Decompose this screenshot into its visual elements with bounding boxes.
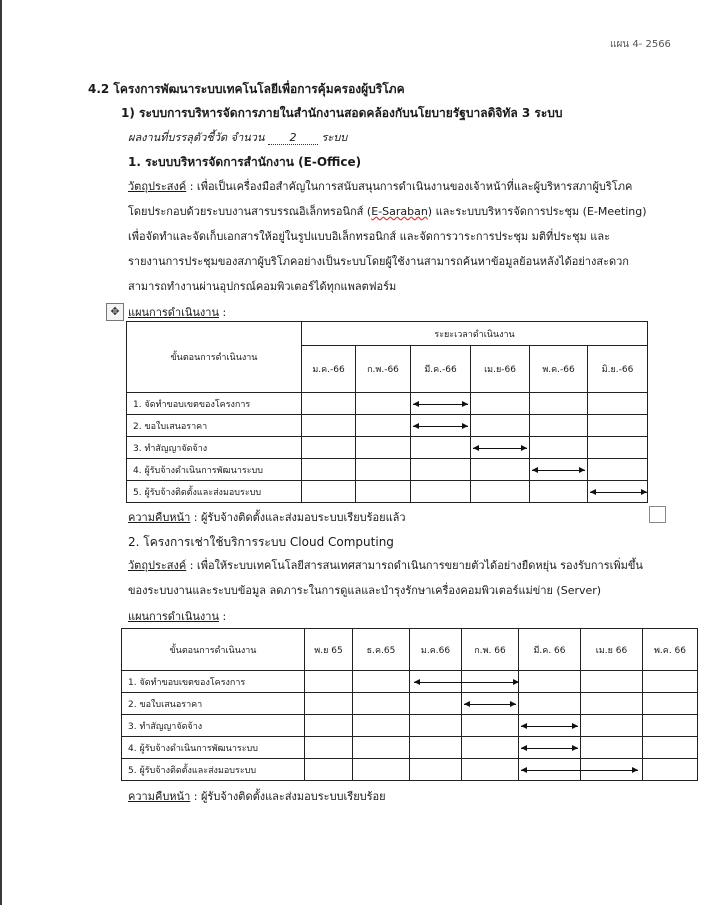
timeline-arrow bbox=[413, 426, 468, 427]
table-row bbox=[127, 481, 648, 503]
table-row bbox=[122, 759, 698, 781]
objective-text: ของระบบงานและระบบข้อมูล ลดภาระในการดูแลและบำรุงรักษาเครื่องคอมพิวเตอร์แม่ข่าย (Server) bbox=[128, 584, 602, 597]
table-row bbox=[122, 715, 698, 737]
plan-label: แผนการดำเนินงาน bbox=[128, 306, 219, 319]
step-cell: 1. จัดทำขอบเขตของโครงการ bbox=[127, 393, 302, 415]
timeline-arrow bbox=[521, 726, 578, 727]
project1-plan-label bbox=[128, 303, 226, 321]
month-header: เม.ย-66 bbox=[471, 346, 530, 393]
objective-text: สามารถทำงานผ่านอุปกรณ์คอมพิวเตอร์ได้ทุกแพลตฟอร์ม bbox=[128, 280, 397, 293]
table-row bbox=[122, 671, 698, 693]
month-header: ก.พ.-66 bbox=[356, 346, 411, 393]
plan-suffix: : bbox=[219, 610, 227, 623]
objective-text: E-Saraban bbox=[371, 205, 428, 218]
project2-plan-label bbox=[128, 607, 226, 625]
project2-objective bbox=[128, 553, 688, 603]
progress-text: : ผู้รับจ้างติดตั้งและส่งมอบระบบเรียบร้อย bbox=[190, 790, 386, 803]
objective-text: รายงานการประชุมของสภาผู้บริโภคอย่างเป็นระบบโดยผู้ใช้งานสามารถค้นหาข้อมูลย้อนหลังได้อย่างสะดวก bbox=[128, 255, 629, 268]
month-header: พ.ค. 66 bbox=[643, 629, 698, 671]
objective-text: เพื่อจัดทำและจัดเก็บเอกสารให้อยู่ในรูปแบบอิเล็กทรอนิกส์ และจัดการวาระการประชุม มติที่ประชุม และ bbox=[128, 230, 611, 243]
table-row bbox=[127, 437, 648, 459]
month-header: พ.ค.-66 bbox=[530, 346, 588, 393]
progress-label: ความคืบหน้า bbox=[128, 511, 191, 524]
subsection-title: 1) ระบบการบริหารจัดการภายในสำนักงานสอดคล้องกับนโยบายรัฐบาลดิจิทัล 3 ระบบ bbox=[121, 106, 563, 120]
step-cell: 2. ขอใบเสนอราคา bbox=[122, 693, 305, 715]
objective-label: วัตถุประสงค์ bbox=[128, 180, 187, 193]
project1-progress bbox=[128, 508, 406, 526]
checkbox[interactable] bbox=[649, 506, 666, 523]
indicator-line bbox=[128, 128, 347, 146]
table-row bbox=[127, 415, 648, 437]
timeline-arrow bbox=[532, 470, 585, 471]
section-title: 4.2 โครงการพัฒนาระบบเทคโนโลยีเพื่อการคุ้มครองผู้บริโภค bbox=[88, 82, 405, 96]
step-cell: 4. ผู้รับจ้างดำเนินการพัฒนาระบบ bbox=[127, 459, 302, 481]
table-row bbox=[127, 459, 648, 481]
project2-plan-table bbox=[121, 628, 698, 781]
objective-text: : เพื่อให้ระบบเทคโนโลยีสารสนเทศสามารถดำเนินการขยายตัวได้อย่างยืดหยุ่น รองรับการเพิ่มขึ้น bbox=[186, 559, 643, 572]
indicator-prefix: ผลงานที่บรรลุตัวชี้วัด จำนวน bbox=[128, 131, 265, 144]
timeline-arrow bbox=[590, 492, 647, 493]
step-cell: 2. ขอใบเสนอราคา bbox=[127, 415, 302, 437]
step-cell: 5. ผู้รับจ้างติดตั้งและส่งมอบระบบ bbox=[127, 481, 302, 503]
page-left-border bbox=[0, 0, 2, 905]
objective-text: โดยประกอบด้วยระบบงานสารบรรณอิเล็กทรอนิกส์ ( bbox=[128, 205, 372, 218]
month-header: ม.ค.66 bbox=[410, 629, 462, 671]
step-cell: 5. ผู้รับจ้างติดตั้งและส่งมอบระบบ bbox=[122, 759, 305, 781]
plan-label: แผนการดำเนินงาน bbox=[128, 610, 219, 623]
project1-plan-table bbox=[126, 321, 648, 503]
period-header: ระยะเวลาดำเนินงาน bbox=[302, 322, 648, 346]
step-header: ขั้นตอนการดำเนินงาน bbox=[127, 322, 302, 393]
timeline-arrow bbox=[521, 748, 578, 749]
plan-suffix: : bbox=[219, 306, 227, 319]
indicator-suffix: ระบบ bbox=[321, 131, 348, 144]
month-header: มี.ค.-66 bbox=[411, 346, 471, 393]
project1-title: 1. ระบบบริหารจัดการสำนักงาน (E-Office) bbox=[128, 155, 362, 169]
month-header: ก.พ. 66 bbox=[462, 629, 519, 671]
step-header: ขั้นตอนการดำเนินงาน bbox=[122, 629, 305, 671]
objective-text: ) และระบบบริหารจัดการประชุม (E-Meeting) bbox=[427, 205, 647, 218]
month-header: มิ.ย.-66 bbox=[588, 346, 648, 393]
progress-text: : ผู้รับจ้างติดตั้งและส่งมอบระบบเรียบร้อยแล้ว bbox=[190, 511, 406, 524]
plan-reference: แผน 4- 2566 bbox=[610, 39, 671, 50]
objective-label: วัตถุประสงค์ bbox=[128, 559, 187, 572]
table-move-handle-icon[interactable]: ✥ bbox=[106, 303, 124, 321]
timeline-arrow bbox=[413, 404, 468, 405]
month-header: ม.ค.-66 bbox=[302, 346, 356, 393]
table-row bbox=[122, 693, 698, 715]
project1-objective bbox=[128, 174, 688, 299]
project2-title: 2. โครงการเช่าใช้บริการระบบ Cloud Computing bbox=[128, 535, 394, 549]
timeline-arrow bbox=[473, 448, 527, 449]
step-cell: 3. ทำสัญญาจัดจ้าง bbox=[127, 437, 302, 459]
objective-text: : เพื่อเป็นเครื่องมือสำคัญในการสนับสนุนการดำเนินงานของเจ้าหน้าที่และผู้บริหารสภาผู้บริโภค bbox=[186, 180, 633, 193]
month-header: มี.ค. 66 bbox=[519, 629, 581, 671]
table-row bbox=[122, 737, 698, 759]
progress-label: ความคืบหน้า bbox=[128, 790, 191, 803]
month-header: พ.ย 65 bbox=[305, 629, 353, 671]
table-row bbox=[127, 393, 648, 415]
step-cell: 1. จัดทำขอบเขตของโครงการ bbox=[122, 671, 305, 693]
month-header: เม.ย 66 bbox=[581, 629, 643, 671]
timeline-arrow bbox=[464, 704, 516, 705]
month-header: ธ.ค.65 bbox=[353, 629, 410, 671]
project2-progress bbox=[128, 787, 386, 805]
step-cell: 4. ผู้รับจ้างดำเนินการพัฒนาระบบ bbox=[122, 737, 305, 759]
indicator-value: 2 bbox=[268, 131, 318, 145]
step-cell: 3. ทำสัญญาจัดจ้าง bbox=[122, 715, 305, 737]
